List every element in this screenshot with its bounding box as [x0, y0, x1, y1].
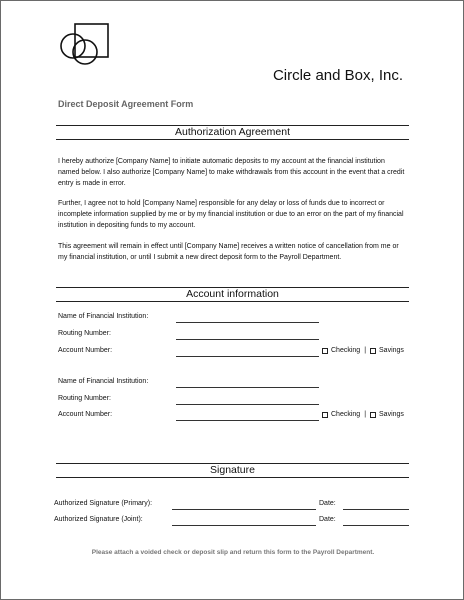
routing-field[interactable] — [176, 404, 319, 405]
joint-date-label: Date: — [319, 516, 336, 523]
primary-signature-field[interactable] — [172, 509, 316, 510]
authorization-paragraph-1: I hereby authorize [Company Name] to initiate automatic deposits to my account at the financial institution named below. I also authorize [Company Name] to make withdrawals from this account in the event that a credit entry is made in error. — [58, 158, 405, 187]
savings-checkbox[interactable] — [370, 412, 376, 418]
checking-checkbox[interactable] — [322, 348, 328, 354]
routing-label: Routing Number: — [58, 330, 111, 337]
institution-field[interactable] — [176, 322, 319, 323]
checking-label: Checking — [331, 347, 361, 354]
option-separator: | — [364, 347, 367, 354]
option-separator: | — [364, 411, 367, 418]
company-name: Circle and Box, Inc. — [272, 67, 403, 84]
savings-checkbox[interactable] — [370, 348, 376, 354]
checking-checkbox[interactable] — [322, 412, 328, 418]
savings-label: Savings — [379, 411, 404, 418]
primary-signature-label: Authorized Signature (Primary): — [54, 500, 153, 507]
routing-field[interactable] — [176, 339, 319, 340]
account-type-options — [322, 411, 404, 418]
account-number-field[interactable] — [176, 420, 319, 421]
checking-label: Checking — [331, 411, 361, 418]
primary-date-field[interactable] — [343, 509, 409, 510]
routing-label: Routing Number: — [58, 395, 111, 402]
account-type-options — [322, 347, 404, 354]
footer-note: Please attach a voided check or deposit slip and return this form to the Payroll Department. — [91, 549, 375, 556]
account-number-label: Account Number: — [58, 347, 113, 354]
account-number-field[interactable] — [176, 356, 319, 357]
company-logo — [59, 23, 111, 69]
account-number-label: Account Number: — [58, 411, 113, 418]
account-info-heading: Account information — [56, 287, 409, 302]
institution-field[interactable] — [176, 387, 319, 388]
institution-label: Name of Financial Institution: — [58, 313, 149, 320]
authorization-heading: Authorization Agreement — [56, 125, 409, 140]
savings-label: Savings — [379, 347, 404, 354]
primary-date-label: Date: — [319, 500, 336, 507]
authorization-paragraph-3: This agreement will remain in effect until [Company Name] receives a written notice of cancellation from me or my financial institution, or until I submit a new direct deposit form to the Payroll Department. — [58, 243, 399, 261]
institution-label: Name of Financial Institution: — [58, 378, 149, 385]
form-title: Direct Deposit Agreement Form — [58, 99, 194, 109]
joint-date-field[interactable] — [343, 525, 409, 526]
joint-signature-field[interactable] — [172, 525, 316, 526]
signature-heading: Signature — [56, 463, 409, 478]
authorization-paragraph-2: Further, I agree not to hold [Company Name] responsible for any delay or loss of funds due to incorrect or incomplete information supplied by me or by my financial institution or due to an error on the part of my financial institution in depositing funds to my account. — [58, 200, 404, 229]
joint-signature-label: Authorized Signature (Joint): — [54, 516, 143, 523]
